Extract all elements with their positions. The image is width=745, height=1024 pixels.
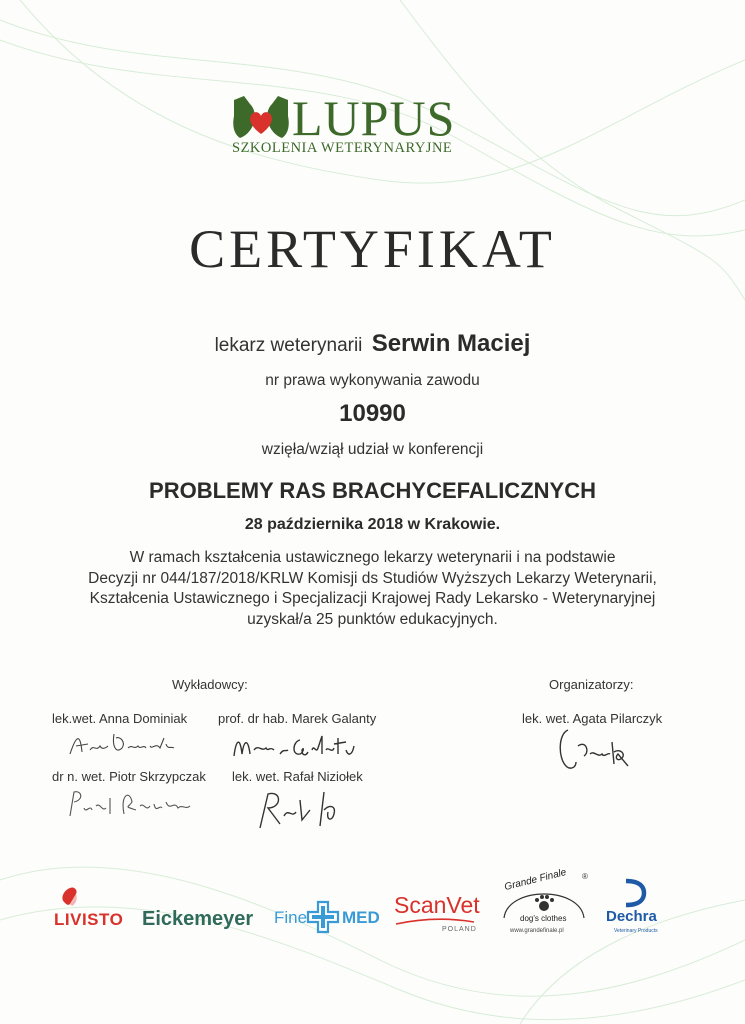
- signature-rafal-niziolek: [254, 786, 344, 834]
- finemed-fine-text: Fine: [274, 908, 308, 927]
- dechra-d-icon: [622, 878, 648, 908]
- signature-marek-galanty: [230, 726, 358, 764]
- scanvet-country: POLAND: [442, 926, 477, 933]
- recipient-name: Serwin Maciej: [371, 330, 531, 357]
- body-line: Decyzji nr 044/187/2018/KRLW Komisji ds Studiów Wyższych Lekarzy Weterynarii,: [88, 569, 657, 587]
- lecturers-heading: Wykładowcy:: [172, 677, 248, 692]
- recipient-line: [0, 330, 745, 358]
- body-line: uzyskał/a 25 punktów edukacyjnych.: [247, 610, 498, 628]
- lecturer-name: dr n. wet. Piotr Skrzypczak: [52, 769, 206, 784]
- finemed-logo: [274, 896, 380, 936]
- lupus-logo: [228, 92, 488, 162]
- dechra-logo: [604, 878, 676, 940]
- livisto-text: LIVISTO: [54, 910, 124, 929]
- signature-agata-pilarczyk: [556, 724, 634, 776]
- scanvet-text: ScanVet: [394, 892, 480, 918]
- lecturer-name: lek. wet. Rafał Niziołek: [232, 769, 363, 784]
- logo-subtitle: SZKOLENIA WETERYNARYJNE: [232, 140, 453, 156]
- conference-name: PROBLEMY RAS BRACHYCEFALICZNYCH: [149, 478, 596, 503]
- lecturer-name: prof. dr hab. Marek Galanty: [218, 711, 377, 726]
- scanvet-logo: [394, 892, 480, 938]
- grandefinale-tagline: dog's clothes: [520, 914, 567, 923]
- participation-text: wzięła/wziął udział w konferencji: [261, 441, 484, 458]
- dechra-tagline: Veterinary Products: [614, 928, 658, 934]
- eickemeyer-logo: Eickemeyer: [142, 908, 254, 930]
- livisto-pill-icon: [60, 886, 82, 908]
- grandefinale-name: Grande Finale: [503, 866, 568, 893]
- registered-mark-icon: ®: [582, 872, 588, 881]
- body-line: W ramach kształcenia ustawicznego lekarzy weterynarii i na podstawie: [129, 549, 616, 566]
- sponsor-logos: [0, 866, 745, 950]
- dechra-text: Dechra: [606, 908, 657, 925]
- organizers-heading: Organizatorzy:: [549, 677, 634, 692]
- body-line: Kształcenia Ustawicznego i Specjalizacji Krajowej Rady Lekarsko - Weterynaryjnej: [89, 590, 656, 607]
- dog-cat-heart-icon: [230, 94, 292, 140]
- signature-anna-dominiak: [66, 726, 178, 760]
- grandefinale-url: www.grandefinale.pl: [510, 928, 564, 934]
- license-label: nr prawa wykonywania zawodu: [265, 372, 480, 389]
- conference-date: 28 października 2018 w Krakowie.: [244, 516, 501, 533]
- certificate-title: CERTYFIKAT: [189, 219, 556, 279]
- organizer-name: lek. wet. Agata Pilarczyk: [522, 711, 663, 726]
- recipient-prefix: lekarz weterynarii: [214, 335, 363, 356]
- grandefinale-logo: [498, 866, 590, 940]
- finemed-med-text: MED: [342, 908, 380, 927]
- license-number: 10990: [339, 400, 406, 427]
- medical-cross-icon: [306, 900, 340, 934]
- body-paragraph: [0, 548, 745, 630]
- lecturer-name: lek.wet. Anna Dominiak: [52, 711, 188, 726]
- signature-piotr-skrzypczak: [66, 784, 196, 824]
- scanvet-swoosh-icon: [394, 918, 476, 926]
- logo-name: LUPUS: [292, 90, 456, 146]
- livisto-logo: [54, 886, 134, 928]
